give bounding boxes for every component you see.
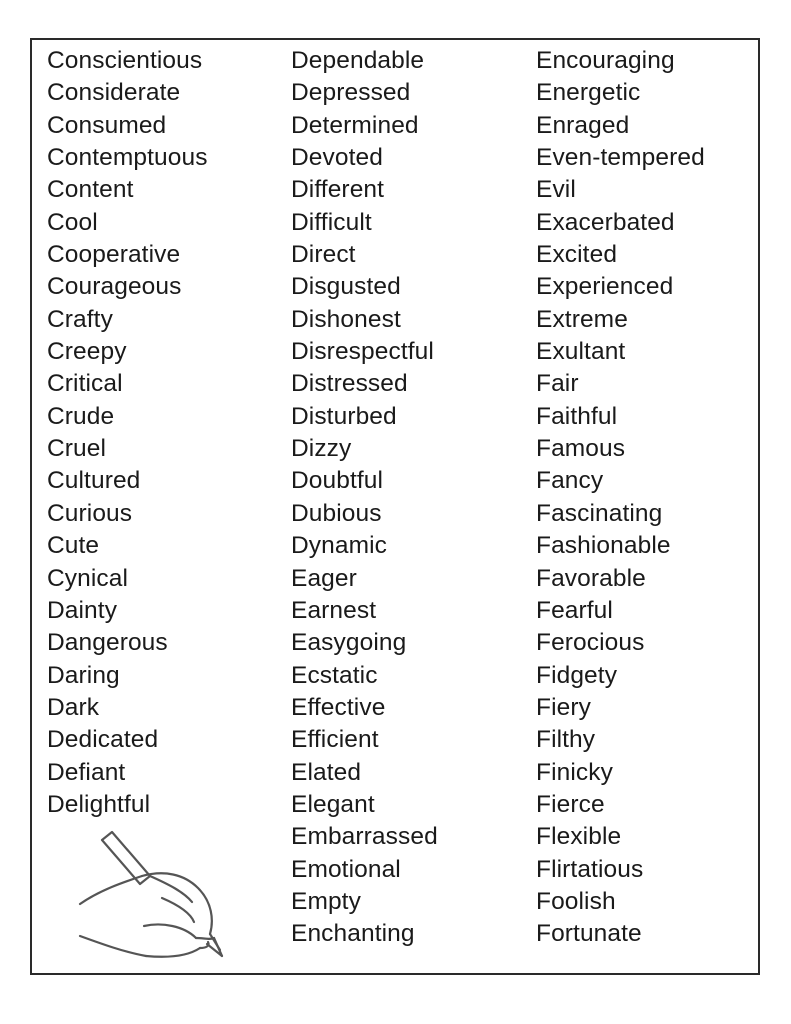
word-list-item: Elegant [291, 790, 375, 818]
word-list-item: Conscientious [47, 47, 203, 74]
word-column-2 [291, 45, 438, 951]
word-list-item: Distressed [291, 370, 408, 398]
word-list-item: Dubious [291, 499, 382, 527]
word-list-item: Courageous [47, 273, 182, 301]
word-list-item: Even-tempered [536, 144, 705, 172]
word-list-item: Devoted [291, 144, 383, 172]
word-list-item: Disgusted [291, 273, 401, 301]
hand-writing-icon [72, 826, 232, 966]
word-list-item: Dishonest [291, 305, 401, 333]
word-list-item: Fashionable [536, 532, 671, 560]
word-list-item: Flirtatious [536, 855, 644, 883]
word-list-item: Fearful [536, 596, 613, 624]
word-column-1 [47, 45, 208, 821]
word-list-item: Depressed [291, 79, 411, 107]
word-list-item: Delightful [47, 790, 151, 818]
word-list-item: Considerate [47, 79, 181, 107]
word-list-item: Disrespectful [291, 338, 434, 366]
word-list-item: Dangerous [47, 629, 168, 657]
word-list-item: Exacerbated [536, 208, 675, 236]
word-list-item: Flexible [536, 823, 622, 851]
word-list-item: Fancy [536, 467, 604, 495]
word-list-item: Exultant [536, 338, 626, 366]
word-list-item: Dainty [47, 596, 118, 624]
word-list-item: Encouraging [536, 47, 675, 74]
word-list-item: Fortunate [536, 920, 642, 948]
word-list-item: Enraged [536, 111, 630, 139]
word-list-item: Energetic [536, 79, 641, 107]
word-list-item: Efficient [291, 726, 379, 754]
word-list-item: Faithful [536, 402, 618, 430]
word-list-item: Creepy [47, 338, 127, 366]
word-list-item: Curious [47, 499, 133, 527]
word-list-item: Content [47, 176, 134, 204]
word-list-item: Crafty [47, 305, 113, 333]
word-list-item: Finicky [536, 758, 613, 786]
word-list-item: Famous [536, 435, 626, 463]
word-list-item: Direct [291, 241, 356, 269]
word-list-item: Foolish [536, 887, 616, 915]
word-list-item: Excited [536, 241, 618, 269]
word-list-item: Enchanting [291, 920, 415, 948]
word-list-item: Filthy [536, 726, 596, 754]
word-list-item: Eager [291, 564, 357, 592]
word-list-item: Disturbed [291, 402, 397, 430]
word-list-item: Elated [291, 758, 362, 786]
word-list-item: Embarrassed [291, 823, 438, 851]
word-list-item: Critical [47, 370, 123, 398]
word-list-item: Dynamic [291, 532, 387, 560]
word-list-item: Dizzy [291, 435, 352, 463]
word-list-item: Dark [47, 693, 100, 721]
hand-icon [80, 873, 220, 956]
word-list-item: Effective [291, 693, 386, 721]
word-list-item: Experienced [536, 273, 674, 301]
word-list-item: Fiery [536, 693, 591, 721]
word-list-item: Evil [536, 176, 576, 204]
word-list-item: Defiant [47, 758, 126, 786]
word-list-item: Emotional [291, 855, 401, 883]
word-list-item: Ecstatic [291, 661, 378, 689]
word-list-item: Fascinating [536, 499, 663, 527]
word-list-item: Difficult [291, 208, 372, 236]
word-list-item: Cynical [47, 564, 129, 592]
word-list-item: Cute [47, 532, 100, 560]
word-list-item: Fierce [536, 790, 605, 818]
word-list-item: Dependable [291, 47, 425, 74]
word-list-item: Favorable [536, 564, 646, 592]
word-list-item: Contemptuous [47, 144, 208, 172]
word-list-item: Cultured [47, 467, 141, 495]
word-list-item: Determined [291, 111, 419, 139]
word-list-item: Different [291, 176, 385, 204]
word-list-item: Doubtful [291, 467, 384, 495]
word-list-item: Crude [47, 402, 115, 430]
word-list-item: Empty [291, 887, 361, 915]
word-list-item: Fidgety [536, 661, 618, 689]
word-list-item: Cool [47, 208, 98, 236]
word-list-item: Consumed [47, 111, 167, 139]
word-list-item: Cooperative [47, 241, 181, 269]
word-list-item: Dedicated [47, 726, 159, 754]
word-list-item: Easygoing [291, 629, 407, 657]
word-list-item: Ferocious [536, 629, 645, 657]
word-list-item: Extreme [536, 305, 628, 333]
word-list-item: Cruel [47, 435, 107, 463]
word-list-item: Daring [47, 661, 120, 689]
word-column-3 [536, 45, 705, 951]
word-list-item: Fair [536, 370, 579, 398]
word-list-item: Earnest [291, 596, 377, 624]
